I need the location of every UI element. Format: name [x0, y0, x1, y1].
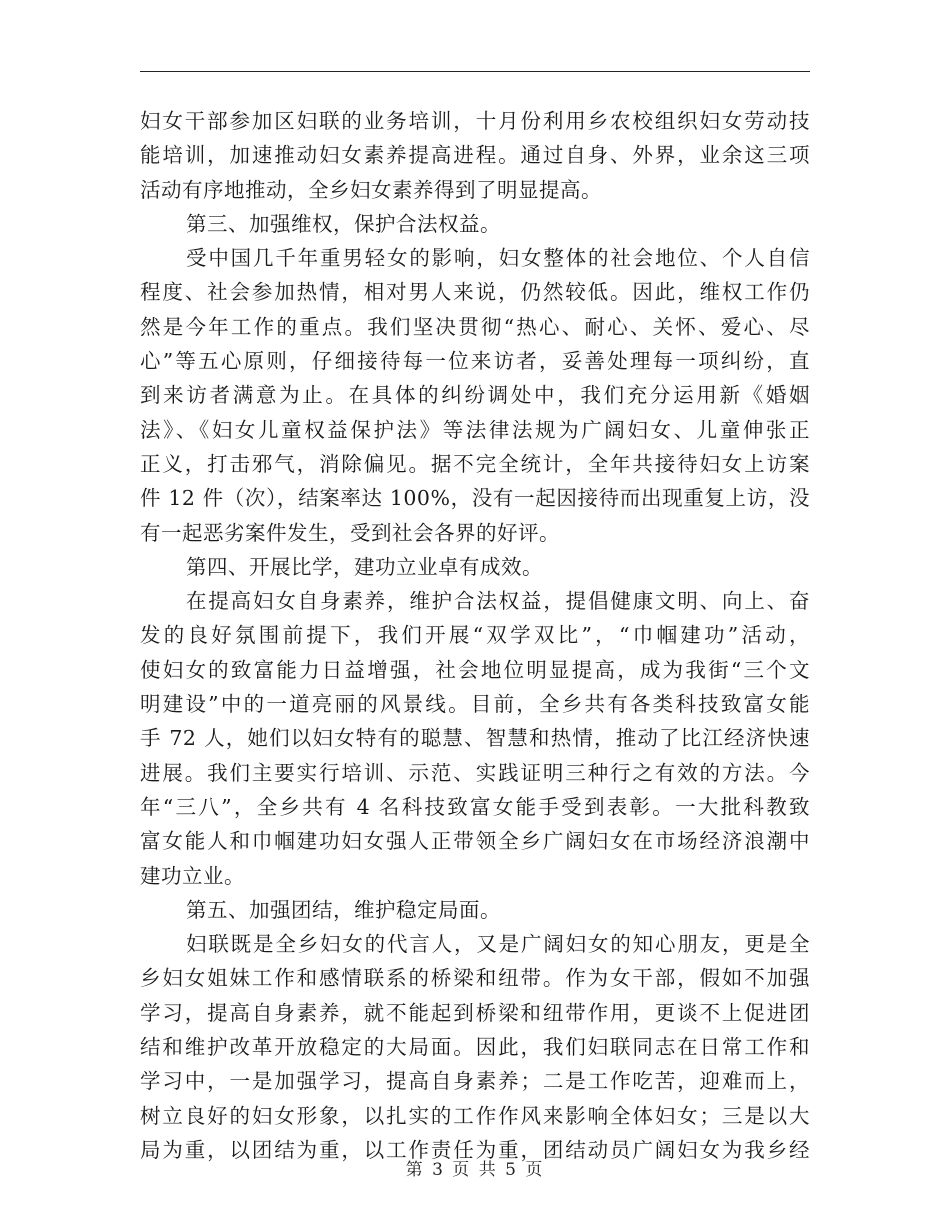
text-line: 结和维护改革开放稳定的大局面。因此，我们妇联同志在日常工作和 — [140, 1035, 810, 1060]
text-line: 年“三八”，全乡共有 4 名科技致富女能手受到表彰。一大批科教致 — [140, 794, 810, 819]
text-line: 有一起恶劣案件发生，受到社会各界的好评。 — [140, 520, 560, 545]
text-line: 妇女干部参加区妇联的业务培训，十月份利用乡农校组织妇女劳动技 — [140, 109, 810, 133]
text-line: 进展。我们主要实行培训、示范、实践证明三种行之有效的方法。今 — [140, 760, 810, 785]
text-line: 能培训，加速推动妇女素养提高进程。通过自身、外界，业余这三项 — [140, 143, 810, 168]
text-line: 明建设”中的一道亮丽的风景线。目前，全乡共有各类科技致富女能 — [140, 692, 810, 717]
text-line: 局为重，以团结为重，以工作责任为重，团结动员广阔妇女为我乡经 — [140, 1137, 810, 1162]
header-rule — [140, 71, 810, 72]
document-body — [140, 104, 810, 1167]
text-line: 在提高妇女自身素养，维护合法权益，提倡健康文明、向上、奋 — [186, 589, 810, 614]
text-line: 程度、社会参加热情，相对男人来说，仍然较低。因此，维权工作仍 — [140, 280, 810, 305]
text-line: 然是今年工作的重点。我们坚决贯彻“热心、耐心、关怀、爱心、尽 — [140, 314, 810, 339]
section-heading: 第四、开展比学，建功立业卓有成效。 — [186, 554, 543, 579]
text-line: 件 12 件（次），结案率达 100%，没有一起因接待而出现重复上访，没 — [140, 486, 810, 511]
text-line: 富女能人和巾帼建功妇女强人正带领全乡广阔妇女在市场经济浪潮中 — [140, 829, 810, 854]
text-line: 学习，提高自身素养，就不能起到桥梁和纽带作用，更谈不上促进团 — [140, 1000, 810, 1025]
section-heading: 第三、加强维权，保护合法权益。 — [186, 211, 501, 236]
text-line: 树立良好的妇女形象，以扎实的工作作风来影响全体妇女；三是以大 — [140, 1103, 810, 1128]
text-line: 建功立业。 — [140, 863, 245, 888]
text-line: 心”等五心原则，仔细接待每一位来访者，妥善处理每一项纠纷，直 — [140, 349, 810, 374]
section-heading: 第五、加强团结，维护稳定局面。 — [186, 897, 501, 922]
text-line: 到来访者满意为止。在具体的纠纷调处中，我们充分运用新《婚姻 — [140, 383, 810, 408]
text-line: 学习中，一是加强学习，提高自身素养；二是工作吃苦，迎难而上， — [140, 1069, 810, 1094]
page-number-footer: 第 3 页 共 5 页 — [405, 1160, 545, 1180]
text-line: 活动有序地推动，全乡妇女素养得到了明显提高。 — [140, 177, 602, 202]
text-line: 妇联既是全乡妇女的代言人，又是广阔妇女的知心朋友，更是全 — [186, 932, 810, 957]
text-line: 受中国几千年重男轻女的影响，妇女整体的社会地位、个人自信 — [186, 246, 810, 271]
text-line: 使妇女的致富能力日益增强，社会地位明显提高，成为我街“三个文 — [140, 657, 810, 682]
text-line: 正义，打击邪气，消除偏见。据不完全统计，全年共接待妇女上访案 — [140, 451, 810, 476]
text-line: 法》、《妇女儿童权益保护法》等法律法规为广阔妇女、儿童伸张正 — [140, 417, 810, 442]
text-line: 发的良好氛围前提下，我们开展“双学双比”，“巾帼建功”活动， — [140, 623, 810, 648]
text-line: 乡妇女姐妹工作和感情联系的桥梁和纽带。作为女干部，假如不加强 — [140, 966, 810, 991]
text-line: 手 72 人，她们以妇女特有的聪慧、智慧和热情，推动了比江经济快速 — [140, 726, 810, 751]
